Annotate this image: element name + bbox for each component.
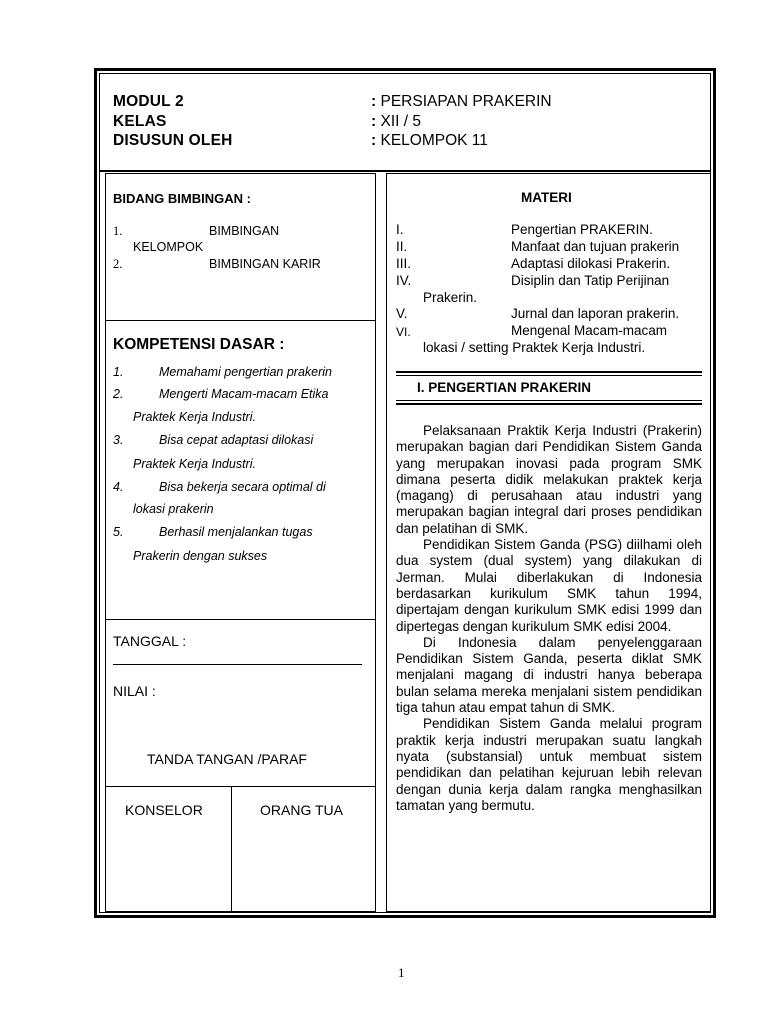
kd-item-5-line1: Berhasil menjalankan tugas [159, 525, 313, 539]
materi-item-6-cont: lokasi / setting Praktek Kerja Industri. [423, 340, 646, 355]
kd-item-4-num: 4. [113, 480, 124, 494]
materi-item-3-num: III. [396, 256, 412, 271]
orang-tua-label: ORANG TUA [260, 802, 343, 818]
section-rule-bottom-thin [396, 400, 702, 401]
paragraph-4: Pendidikan Sistem Ganda melalui program praktik kerja industri merupakan suatu langkah nyata (substansial) untuk membuat sistem pendidikan dan pelatihan kejuruan lebih relevan dengan dunia kerja dalam rangka menghasilkan tamatan yang bermutu. [396, 716, 702, 813]
kd-item-1-num: 1. [113, 365, 124, 379]
materi-item-2-text: Manfaat dan tujuan prakerin [511, 239, 680, 254]
kd-item-5-num: 5. [113, 525, 124, 539]
kd-item-3-line2: Praktek Kerja Industri. [133, 457, 256, 471]
page-number: 1 [398, 965, 405, 980]
paragraph-2: Pendidikan Sistem Ganda (PSG) diilhami oleh dua system (dual system) yang dilakukan di Jerman. Mulai diberlakukan di Indonesia berdasarkan kurikulum SMK tahun 1994, dipertajam dengan kurikulum SMK edisi 1999 dan dipertegas dengan kurikulum SMK edisi 2004. [396, 537, 702, 634]
bidang-item-2-num: 2. [113, 257, 123, 271]
section-title: I. PENGERTIAN PRAKERIN [417, 380, 592, 395]
disusun-label: DISUSUN OLEH [113, 132, 233, 149]
tanggal-underline [113, 664, 362, 665]
materi-item-4-cont: Prakerin. [423, 290, 478, 305]
kd-item-2-line1: Mengerti Macam-macam Etika [159, 387, 329, 401]
konselor-label: KONSELOR [125, 802, 203, 818]
section-rule-top [396, 371, 702, 373]
section-rule-bottom [396, 403, 702, 405]
kd-item-3-line1: Bisa cepat adaptasi dilokasi [159, 433, 314, 447]
nilai-label: NILAI : [113, 683, 156, 699]
materi-item-4-text: Disiplin dan Tatip Perijinan [511, 273, 670, 288]
bidang-item-1-cont: KELOMPOK [133, 240, 204, 254]
kd-item-4-line1: Bisa bekerja secara optimal di [159, 480, 326, 494]
modul-value: : PERSIAPAN PRAKERIN [371, 93, 552, 110]
kd-item-2-num: 2. [113, 387, 124, 401]
bidang-title: BIDANG BIMBINGAN : [113, 191, 251, 206]
bidang-item-1-label: BIMBINGAN [209, 224, 280, 238]
kelas-value: : XII / 5 [371, 113, 421, 130]
materi-item-1-num: I. [396, 222, 404, 237]
body-text [396, 423, 702, 814]
header-divider [100, 170, 710, 172]
kd-item-2-line2: Praktek Kerja Industri. [133, 410, 256, 424]
materi-item-5-text: Jurnal dan laporan prakerin. [511, 306, 680, 321]
materi-item-1-text: Pengertian PRAKERIN. [511, 222, 653, 237]
signature-divider [105, 786, 376, 787]
kd-item-4-line2: lokasi prakerin [133, 502, 214, 516]
modul-label: MODUL 2 [113, 93, 184, 110]
kd-item-3-num: 3. [113, 433, 124, 447]
materi-item-6-text: Mengenal Macam-macam [511, 323, 668, 338]
tanggal-label: TANGGAL : [113, 633, 187, 649]
materi-item-4-num: IV. [396, 273, 412, 288]
materi-item-3-text: Adaptasi dilokasi Prakerin. [511, 256, 671, 271]
kd-item-5-line2: Prakerin dengan sukses [133, 549, 268, 563]
materi-title: MATERI [521, 190, 572, 205]
bidang-item-2-label: BIMBINGAN KARIR [209, 257, 321, 271]
disusun-value: : KELOMPOK 11 [371, 132, 488, 149]
section-rule-top-thin [396, 375, 702, 376]
signature-column-divider [231, 786, 232, 912]
paragraph-3: Di Indonesia dalam penyelenggaraan Pendidikan Sistem Ganda, peserta diklat SMK menjalani magang di industri hanya beberapa bulan selama mereka menjalani sistem pendidikan tiga tahun atau empat tahun di SMK. [396, 634, 702, 716]
materi-item-6-num: VI. [396, 325, 411, 339]
kd-item-1-line1: Memahami pengertian prakerin [159, 365, 333, 379]
bidang-item-1-num: 1. [113, 224, 123, 238]
paragraph-1: Pelaksanaan Praktik Kerja Industri (Prakerin) merupakan bagian dari Pendidikan Sistem Ganda yang merupakan inovasi pada program SMK dimana peserta didik melakukan praktek kerja (magang) di perusahaan atau industri yang merupakan bagian integral dari proses pendidikan dan pelatihan di SMK. [396, 423, 702, 536]
tanda-tangan-label: TANDA TANGAN /PARAF [147, 751, 307, 767]
materi-item-5-num: V. [396, 306, 408, 321]
materi-item-2-num: II. [396, 239, 408, 254]
kompetensi-title: KOMPETENSI DASAR : [113, 336, 285, 353]
kelas-label: KELAS [113, 113, 167, 130]
